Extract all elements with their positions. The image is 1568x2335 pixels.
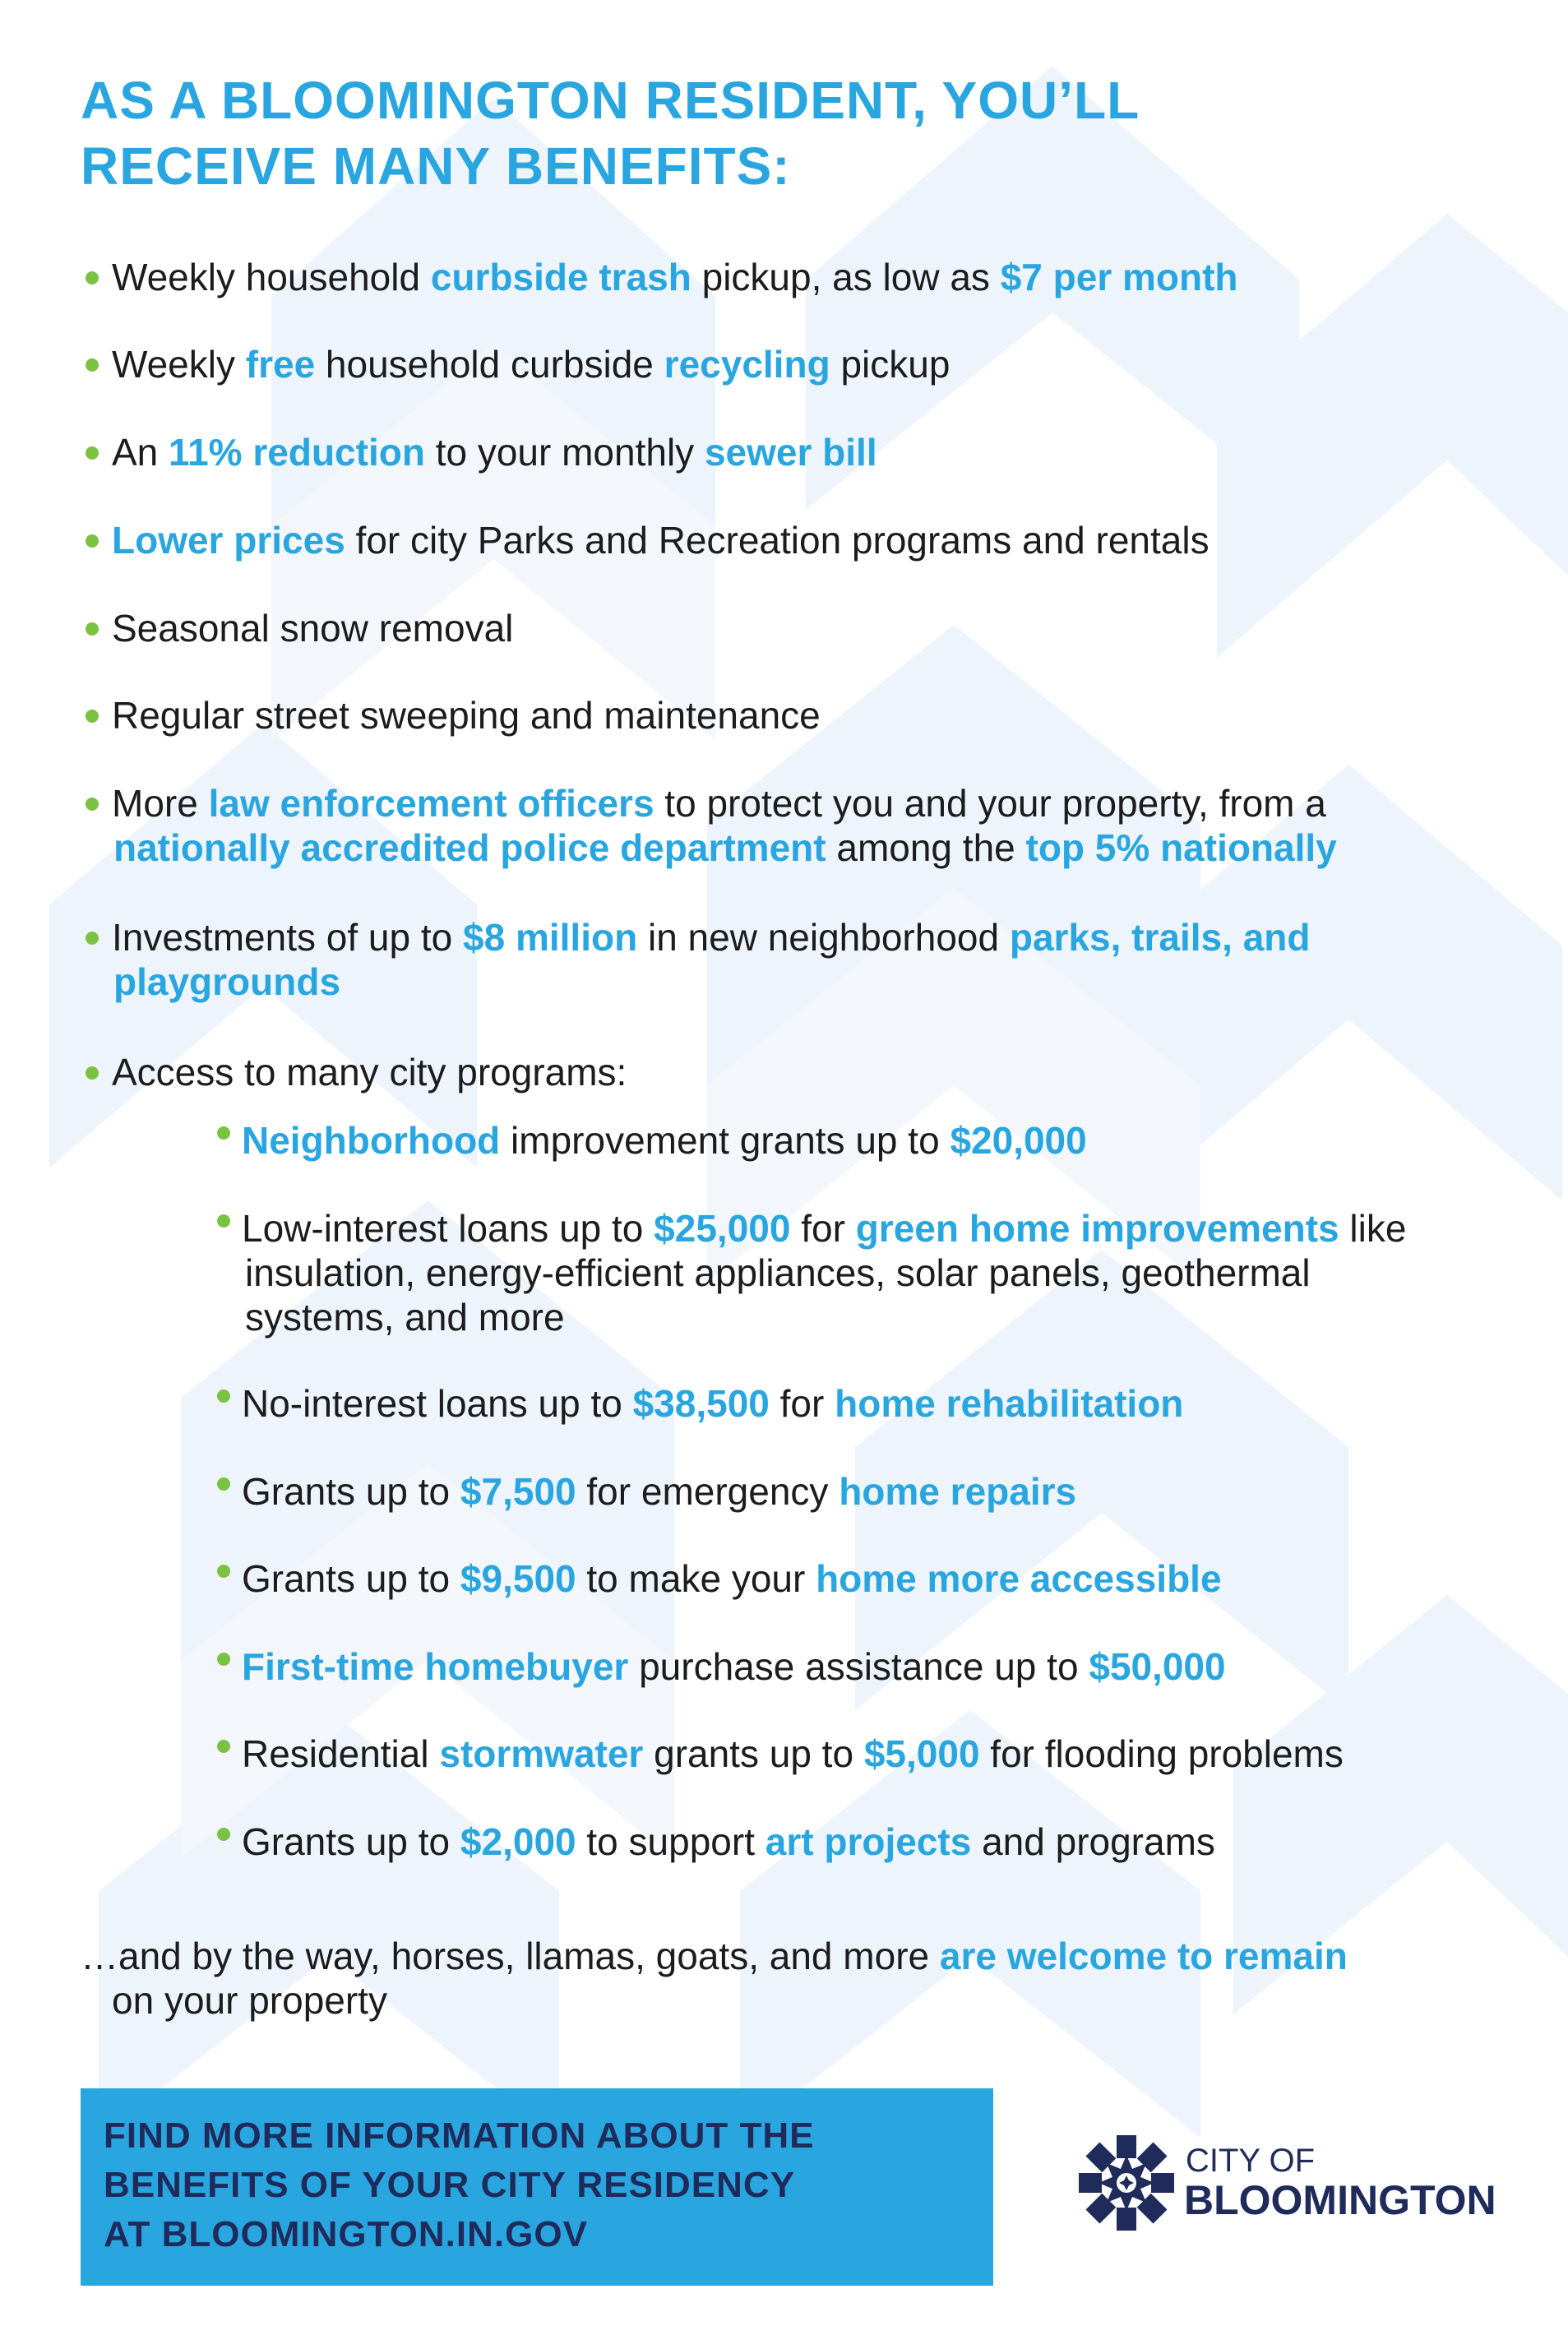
info-banner-line: AT BLOOMINGTON.IN.GOV <box>104 2214 588 2254</box>
body-text: purchase assistance up to <box>628 1645 1089 1688</box>
highlight-text: $5,000 <box>863 1732 980 1775</box>
highlight-text: green home improvements <box>855 1207 1339 1250</box>
highlight-text: $20,000 <box>950 1119 1087 1162</box>
body-text: for flooding problems <box>979 1732 1344 1775</box>
body-text: and programs <box>971 1820 1215 1863</box>
highlight-text: $7,500 <box>460 1470 576 1513</box>
body-text: for emergency <box>576 1470 840 1513</box>
highlight-text: playgrounds <box>113 960 341 1003</box>
info-banner <box>81 2088 993 2286</box>
item-line <box>217 1469 1076 1514</box>
highlight-text: $7 per month <box>1000 256 1238 298</box>
bullet-icon <box>217 1126 230 1140</box>
body-text: on your property <box>112 1979 387 2022</box>
item-line <box>217 1295 1406 1339</box>
city-logo <box>1077 2129 1505 2236</box>
body-text: More <box>112 782 209 825</box>
item-line <box>217 1556 1222 1601</box>
highlight-text: home more accessible <box>816 1557 1222 1600</box>
item-line <box>217 1732 1344 1776</box>
body-text: …and by the way, horses, llamas, goats, and more <box>81 1935 940 1977</box>
item-line <box>217 1251 1406 1295</box>
body-text: Weekly <box>112 343 246 386</box>
highlight-text: are welcome to remain <box>939 1935 1348 1977</box>
highlight-text: First-time homebuyer <box>242 1645 629 1688</box>
body-text: Grants up to <box>242 1557 460 1600</box>
body-text: pickup, as low as <box>691 256 1001 298</box>
body-text: An <box>112 431 169 474</box>
body-text: systems, and more <box>245 1296 565 1339</box>
highlight-text: $38,500 <box>632 1382 770 1425</box>
program-item <box>217 1732 1344 1776</box>
bullet-icon <box>217 1740 230 1753</box>
body-text: Grants up to <box>242 1820 460 1863</box>
body-text: like <box>1339 1207 1407 1250</box>
highlight-text: $50,000 <box>1089 1645 1226 1688</box>
program-item <box>217 1819 1215 1864</box>
body-text: grants up to <box>643 1732 864 1775</box>
highlight-text: 11% reduction <box>169 431 425 474</box>
logo-city-name: BLOOMINGTON <box>1184 2177 1496 2223</box>
body-text: Residential <box>242 1732 440 1775</box>
highlight-text: nationally accredited police department <box>113 826 826 869</box>
highlight-text: home repairs <box>839 1470 1077 1513</box>
body-text: Weekly household <box>112 256 431 298</box>
highlight-text: $9,500 <box>460 1557 576 1600</box>
body-text: Investments of up to <box>112 916 464 959</box>
program-item <box>217 1381 1183 1426</box>
bullet-icon <box>217 1389 230 1403</box>
body-text: Regular street sweeping and maintenance <box>112 694 821 737</box>
body-text: among the <box>826 826 1026 869</box>
footnote-line <box>81 1978 1348 2023</box>
highlight-text: $8 million <box>463 916 638 959</box>
program-item <box>217 1556 1222 1601</box>
program-item <box>217 1644 1226 1689</box>
highlight-text: sewer bill <box>704 431 877 474</box>
body-text: improvement grants up to <box>500 1119 951 1162</box>
body-text: in new neighborhood <box>637 916 1010 959</box>
body-text: Low-interest loans up to <box>242 1207 654 1250</box>
highlight-text: stormwater <box>439 1732 644 1775</box>
body-text: for <box>769 1382 835 1425</box>
highlight-text: $2,000 <box>460 1820 576 1863</box>
highlight-text: top 5% nationally <box>1025 826 1337 869</box>
logo-city-label: CITY OF <box>1186 2143 1316 2179</box>
body-text: to support <box>576 1820 765 1863</box>
title-line-2: RECEIVE MANY BENEFITS: <box>81 136 791 196</box>
item-line <box>217 1644 1226 1689</box>
body-text: Access to many city programs: <box>112 1051 627 1094</box>
body-text: to make your <box>576 1557 816 1600</box>
bullet-icon <box>217 1653 230 1666</box>
highlight-text: Neighborhood <box>242 1119 501 1162</box>
info-banner-line: FIND MORE INFORMATION ABOUT THE <box>104 2115 815 2156</box>
info-banner-line: BENEFITS OF YOUR CITY RESIDENCY <box>104 2165 796 2205</box>
highlight-text: free <box>245 343 316 386</box>
body-text: No-interest loans up to <box>242 1382 633 1425</box>
program-item <box>217 1118 1087 1163</box>
title-line-1: AS A BLOOMINGTON RESIDENT, YOU’LL <box>81 71 1140 130</box>
body-text: insulation, energy-efficient appliances, solar panels, geothermal <box>245 1251 1311 1294</box>
highlight-text: recycling <box>664 343 830 386</box>
body-text: for <box>790 1207 856 1250</box>
highlight-text: art projects <box>765 1820 972 1863</box>
item-line <box>217 1819 1215 1864</box>
body-text: pickup <box>830 343 951 386</box>
bullet-icon <box>217 1477 230 1491</box>
body-text: for city Parks and Recreation programs and rentals <box>345 519 1210 562</box>
bloomington-star-icon <box>1077 2129 1176 2236</box>
highlight-text: parks, trails, and <box>1009 916 1311 959</box>
body-text: Grants up to <box>242 1470 460 1513</box>
body-text: Seasonal snow removal <box>112 607 514 650</box>
item-line <box>217 1381 1183 1426</box>
footnote-line <box>81 1934 1348 1978</box>
highlight-text: law enforcement officers <box>208 782 654 825</box>
highlight-text: Lower prices <box>112 519 345 562</box>
bullet-icon <box>217 1214 230 1228</box>
body-text: to your monthly <box>424 431 705 474</box>
program-item <box>217 1206 1406 1339</box>
bullet-icon <box>217 1565 230 1578</box>
program-item <box>217 1469 1076 1514</box>
highlight-text: home rehabilitation <box>835 1382 1184 1425</box>
highlight-text: curbside trash <box>430 256 691 298</box>
body-text: household curbside <box>315 343 664 386</box>
item-line <box>217 1118 1087 1163</box>
item-line <box>217 1206 1406 1251</box>
livestock-footnote <box>81 1934 1348 2023</box>
body-text: to protect you and your property, from a <box>654 782 1326 825</box>
bullet-icon <box>217 1828 230 1841</box>
highlight-text: $25,000 <box>654 1207 791 1250</box>
